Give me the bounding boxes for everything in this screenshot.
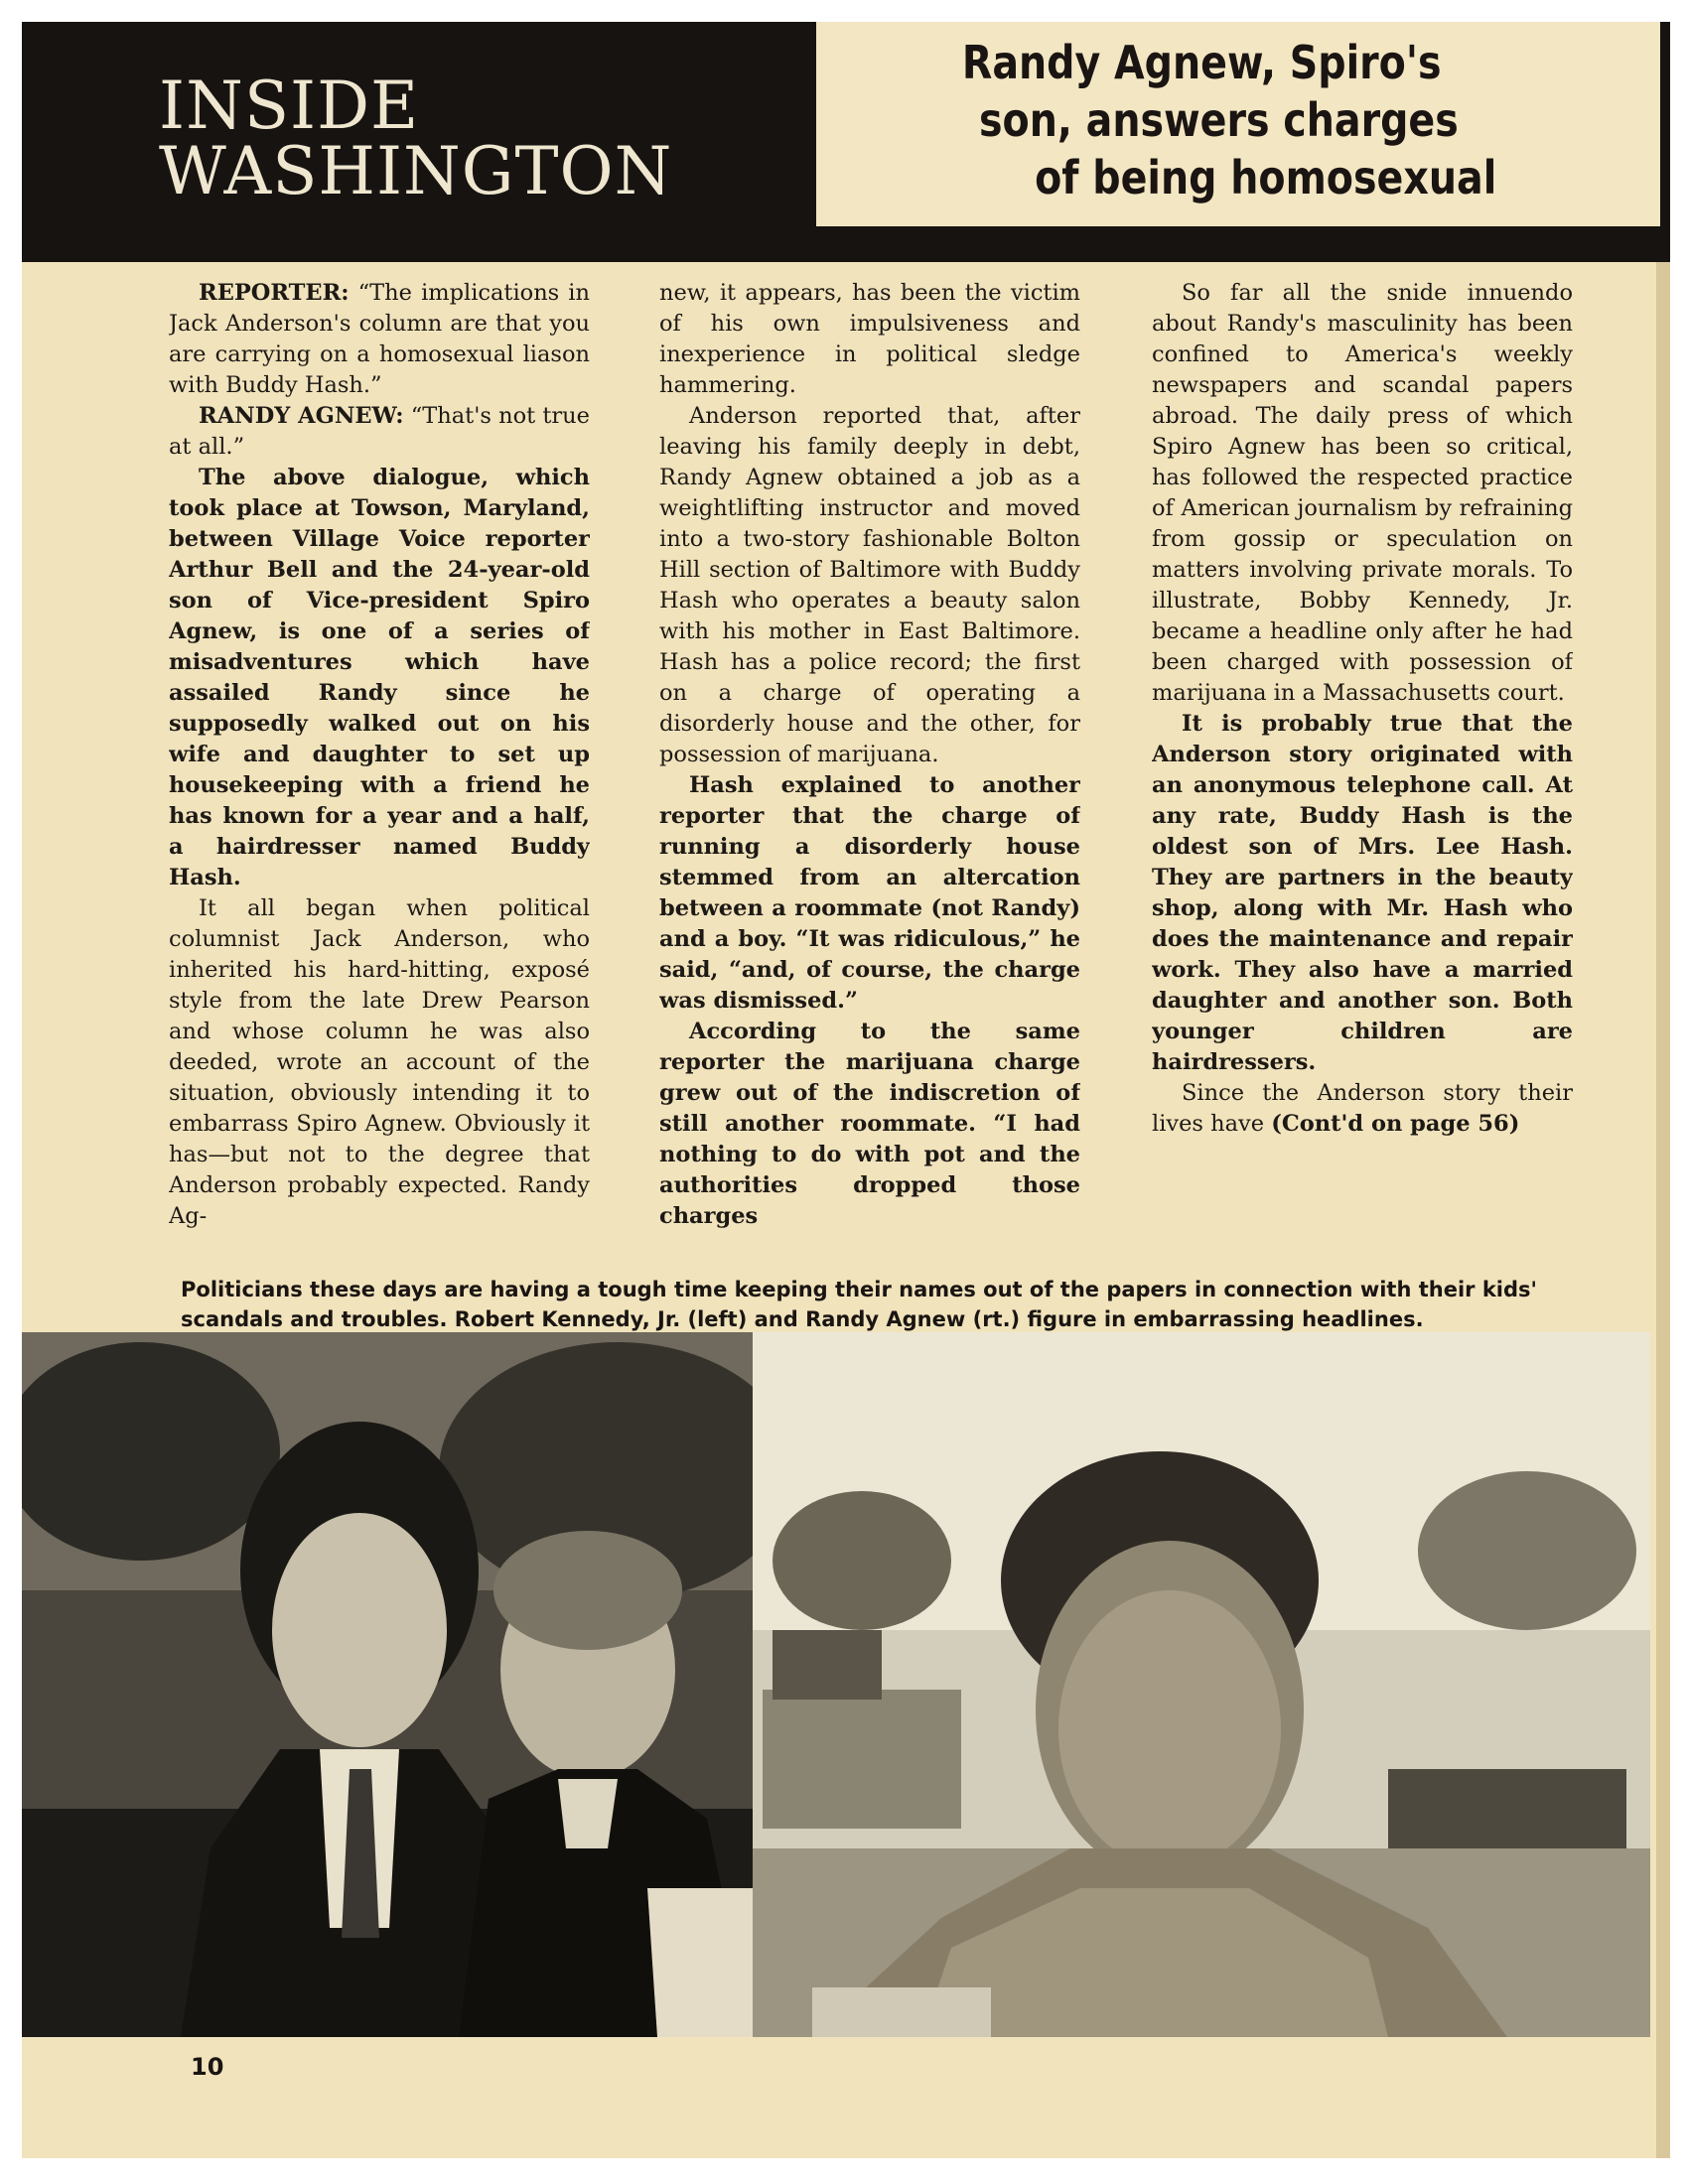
headline-line2: son, answers charges <box>978 93 1459 147</box>
continuation-note: (Cont'd on page 56) <box>1271 1111 1520 1137</box>
headline-box <box>816 22 1660 226</box>
page-edge <box>1656 22 1670 2158</box>
magazine-page <box>22 22 1670 2158</box>
paragraph-text: “The implications in Jack Anderson's column are that you are carrying on a homosexual liason with Buddy Hash.” <box>169 280 590 398</box>
headline-line1: Randy Agnew, Spiro's <box>961 36 1442 89</box>
paragraph <box>169 278 590 401</box>
headline <box>886 34 1517 206</box>
paragraph: It is probably true that the Anderson story originated with an anonymous telephone call. At any rate, Buddy Hash is the oldest son of Mrs. Lee Hash. They are partners in the beauty shop, along with Mr. Hash who does the maintenance and repair work. They also have a married daughter and another son. Both younger children are hairdressers. <box>1152 711 1573 1075</box>
paragraph: According to the same reporter the marijuana charge grew out of the indiscretion of still another roommate. “I had nothing to do with pot and the authorities dropped those charges <box>659 1019 1080 1229</box>
paragraph <box>1152 1078 1573 1140</box>
article-column-2 <box>659 278 1080 1261</box>
photo-kennedy <box>22 1332 753 2037</box>
section-title <box>159 68 794 209</box>
photo-agnew <box>753 1332 1650 2037</box>
photo-caption: Politicians these days are having a tough time keeping their names out of the papers in connection with their kids' scandals and troubles. Robert Kennedy, Jr. (left) and Randy Agnew (rt.) figure in embarrassing headlines. <box>181 1278 1537 1331</box>
article-body <box>169 278 1589 1261</box>
paragraph: Anderson reported that, after leaving his family deeply in debt, Randy Agnew obtained a job as a weightlifting instructor and moved into a two-story fashionable Bolton Hill section of Baltimore with Buddy Hash who operates a beauty salon with his mother in East Baltimore. Hash has a police record; the first on a charge of operating a disorderly house and the other, for possession of marijuana. <box>659 403 1080 767</box>
speaker-label: RANDY AGNEW: <box>199 403 404 429</box>
paragraph <box>169 401 590 463</box>
paragraph: So far all the snide innuendo about Randy's masculinity has been confined to America's weekly newspapers and scandal papers abroad. The daily press of which Spiro Agnew has been so critical, has followed the respected practice of American journalism by refraining from gossip or speculation on matters involving private morals. To illustrate, Bobby Kennedy, Jr. became a headline only after he had been charged with possession of marijuana in a Massachusetts court. <box>1152 280 1573 706</box>
section-title-line2: WASHINGTON <box>159 133 673 209</box>
paragraph: Hash explained to another reporter that the charge of running a disorderly house stemmed from an altercation between a roommate (not Randy) and a boy. “It was ridiculous,” he said, “and, of course, the charge was dismissed.” <box>659 772 1080 1014</box>
article-column-3 <box>1152 278 1573 1261</box>
paragraph-text: Since the Anderson story their lives have <box>1152 1080 1573 1137</box>
paragraph: The above dialogue, which took place at Towson, Maryland, between Village Voice reporter Arthur Bell and the 24-year-old son of Vice-president Spiro Agnew, is one of a series of misadventures which have assailed Randy since he supposedly walked out on his wife and daughter to set up housekeeping with a friend he has known for a year and a half, a hairdresser named Buddy Hash. <box>169 465 590 890</box>
header-band <box>22 22 1670 262</box>
section-title-line1: INSIDE <box>159 68 420 144</box>
photo-kennedy-image <box>22 1332 753 2037</box>
page-number: 10 <box>191 2053 224 2081</box>
paragraph: new, it appears, has been the victim of his own impulsiveness and inexperience in political sledge hammering. <box>659 280 1080 398</box>
article-column-1 <box>169 278 590 1261</box>
headline-line3: of being homosexual <box>1035 151 1497 205</box>
photo-agnew-image <box>753 1332 1650 2037</box>
paragraph: It all began when political columnist Jack Anderson, who inherited his hard-hitting, exposé style from the late Drew Pearson and whose column he was also deeded, wrote an account of the situation, obviously intending it to embarrass Spiro Agnew. Obviously it has—but not to the degree that Anderson probably expected. Randy Ag- <box>169 895 590 1229</box>
speaker-label: REPORTER: <box>199 280 350 306</box>
paragraph-text: “That's not true at all.” <box>169 403 590 460</box>
